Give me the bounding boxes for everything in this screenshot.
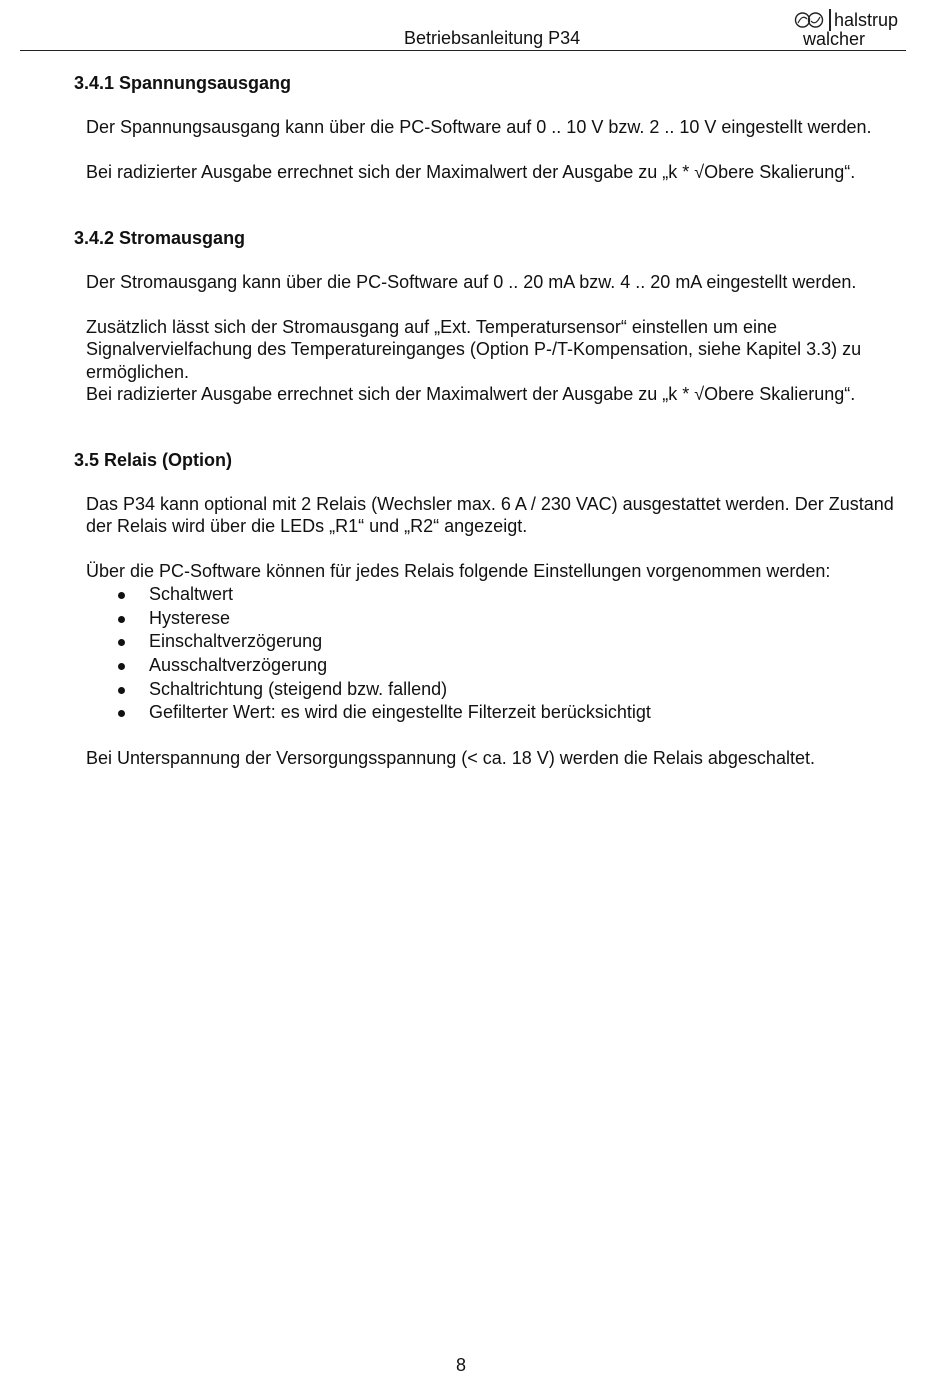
bullet-icon [118,710,125,717]
paragraph-current-output-range: Der Stromausgang kann über die PC-Software auf 0 .. 20 mA bzw. 4 .. 20 mA eingestellt werden. [86,272,857,292]
paragraph-relays-intro: Das P34 kann optional mit 2 Relais (Wechsler max. 6 A / 230 VAC) ausgestattet werden. Der Zustand der Relais wird über die LEDs „R1“ und „R2“ angezeigt. [86,494,894,537]
heading-3-5: 3.5 Relais (Option) [74,450,233,470]
logo-text-walcher: walcher [803,29,866,49]
paragraph-relays-settings-intro: Über die PC-Software können für jedes Relais folgende Einstellungen vorgenommen werden: [86,561,831,581]
list-item [86,583,651,607]
document-title: Betriebsanleitung P34 [404,28,581,48]
bullet-icon [118,616,125,623]
list-item-text: Schaltrichtung (steigend bzw. fallend) [149,678,448,699]
list-item-text: Ausschaltverzögerung [149,655,328,676]
list-item [86,678,651,702]
paragraph-voltage-output-radicalized: Bei radizierter Ausgabe errechnet sich der Maximalwert der Ausgabe zu „k * √Obere Skalierung“. [86,162,856,182]
halstrup-walcher-logo [794,8,904,50]
logo-mark-icon [794,11,824,29]
list-item-text: Einschaltverzögerung [149,631,323,652]
bullet-icon [118,663,125,670]
paragraph-current-output-temperature: Zusätzlich lässt sich der Stromausgang auf „Ext. Temperatursensor“ einstellen um eine Signalvervielfachung des Temperatureinganges (Option P-/T-Kompensation, siehe Kapitel 3.3) zu ermöglichen. [86,317,862,382]
bullet-icon [118,687,125,694]
heading-3-4-1: 3.4.1 Spannungsausgang [74,73,292,93]
list-item-text: Schaltwert [149,584,234,604]
logo-text-halstrup: halstrup [834,10,899,30]
paragraph-undervoltage: Bei Unterspannung der Versorgungsspannung (< ca. 18 V) werden die Relais abgeschaltet. [86,748,815,768]
paragraph-voltage-output-range: Der Spannungsausgang kann über die PC-Software auf 0 .. 10 V bzw. 2 .. 10 V eingestellt werden. [86,117,872,137]
list-item-text: Gefilterter Wert: es wird die eingestellte Filterzeit berücksichtigt [149,702,651,723]
list-item [86,654,651,678]
heading-3-4-2: 3.4.2 Stromausgang [74,228,246,248]
bullet-icon [118,639,125,646]
bullet-icon [118,592,125,599]
list-item [86,607,651,631]
paragraph-current-output-radicalized: Bei radizierter Ausgabe errechnet sich der Maximalwert der Ausgabe zu „k * √Obere Skalierung“. [86,384,856,404]
header-rule [20,50,906,51]
relay-settings-list [86,583,651,725]
page-number: 8 [456,1355,467,1375]
list-item [86,630,651,654]
list-item [86,701,651,725]
list-item-text: Hysterese [149,607,231,628]
